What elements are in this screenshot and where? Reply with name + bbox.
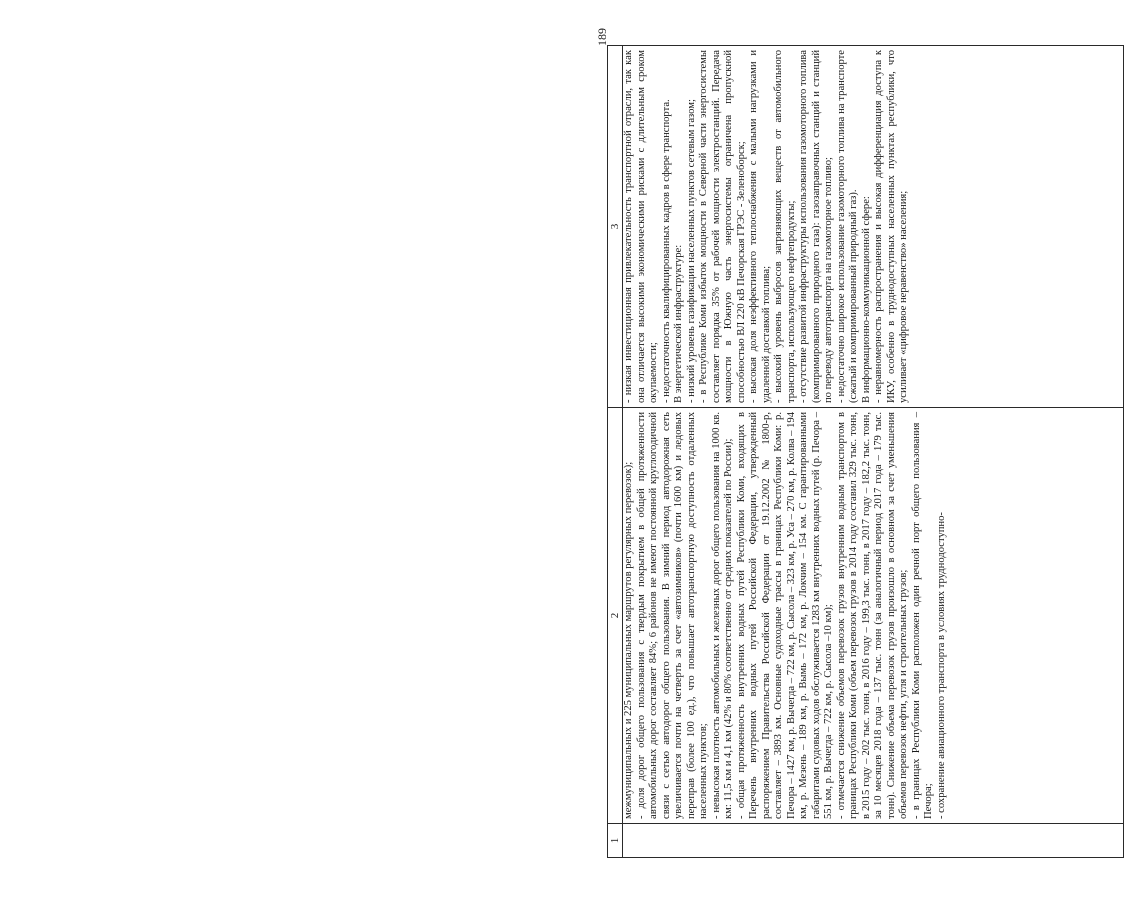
paragraph: - недостаточность квалифицированных кадров в сфере транспорта. [660, 99, 672, 403]
paragraph: - неравномерность распространения и высокая дифференциация доступа к ИКУ, особенно в труднодоступных населенных пунктах республики, что усиливает «цифровое неравенство» населения; [873, 50, 909, 403]
column-number-row [608, 46, 623, 858]
paragraph: - низкая инвестиционная привлекательность транспортной отрасли, так как она отличается высокими экономическими рисками с длительным сроком окупаемости; [623, 50, 659, 403]
column-1-cell [623, 824, 1124, 858]
column-2-cell [623, 408, 1124, 824]
column-number-2: 2 [608, 408, 623, 824]
paragraph: - отмечается снижение объемов перевозок грузов внутренним водным транспортом в границах Республики Коми (объем перевозок грузов в 2014 году составил 329 тыс. тонн, в 2015 году – 202 тыс. тонн, в 2016 году – 199,3 тыс. тонн, в 2017 году – 182,2 тыс. тонн, за 10 месяцев 2018 года – 137 тыс. тонн (за аналогичный период 2017 года – 179 тыс. тонн). Снижение объема перевозок грузов произошло в основном за счет уменьшения объемов перевозок нефти, угля и строительных грузов; [835, 412, 909, 819]
column-number-3: 3 [608, 46, 623, 408]
paragraph: - доля дорог общего пользования с твердым покрытием в общей протяженности автомобильных дорог составляет 84%; 6 районов не имеют постоянной круглогодичной связи с сетью автодорог общего пользования. В зимний период автодорожная сеть увеличивается почти на четверть за счет «автозимников» (почти 1600 км) и ледовых переправ (более 100 ед.), что повышает автотранспортную доступность отдаленных населенных пунктов; [635, 412, 709, 819]
paragraph: - общая протяженность внутренних водных путей Республики Коми, входящих в Перечень внутренних водных путей Российской Федерации, утвержденный распоряжением Правительства Российской Федерации от 19.12.2002 № 1800-р, составляет – 3893 км. Основные судоходные трассы в границах Республики Коми: р. Печора – 1427 км, р. Вычегда – 722 км, р. Сысола – 323 км, р. Уса – 270 км, р. Колва – 194 км, р. Мезень – 189 км, р. Вымь – 172 км, р. Локчим – 154 км. С гарантированными габаритами судовых ходов обслуживается 1283 км внутренних водных путей (р. Печора – 551 км, р. Вычегда – 722 км, р. Сысола –10 км); [735, 412, 834, 819]
paragraph: - в границах Республики Коми расположен один речной порт общего пользования – Печора; [910, 412, 934, 819]
paragraph: - сохранение авиационного транспорта в условиях труднодоступно- [935, 512, 947, 819]
paragraph: межмуниципальных и 225 муниципальных маршрутов регулярных перевозок); [623, 461, 634, 819]
paragraph: - высокий уровень выбросов загрязняющих веществ от автомобильного транспорта, использующего нефтепродукты; [773, 50, 797, 403]
paragraph: - отсутствие развитой инфраструктуры использования газомоторного топлива (компримированного природного газа): газозаправочных станций и станций по переводу автотранспорта на газомоторное топливо; [798, 50, 834, 403]
table-row [623, 46, 1124, 858]
document-table [607, 45, 1124, 858]
rotated-page [587, 28, 1115, 858]
column-number-1: 1 [608, 824, 623, 858]
paragraph: - невысокая плотность автомобильных и железных дорог общего пользования на 1000 кв. км: 11,5 км и 4,1 км (42% и 80% соответственно от средних показателей по России); [710, 412, 734, 819]
page-number: 189 [595, 28, 609, 46]
column-3-cell [623, 46, 1124, 408]
paragraph: - в Республике Коми избыток мощности в Северной части энергосистемы составляет порядка 35% от рабочей мощности электростанций. Передача мощности в Южную часть энергосистемы ограничена пропускной способностью ВЛ 220 кВ Печорская ГРЭС - Зеленоборск; [698, 50, 747, 403]
paragraph: - низкий уровень газификации населенных пунктов сетевым газом; [685, 99, 697, 403]
paragraph: В информационно-коммуникационной сфере: [860, 196, 872, 403]
paragraph: В энергетической инфраструктуре: [673, 244, 684, 403]
paragraph: - недостаточно широкое использование газомоторного топлива на транспорте (сжатый и компримированный природный газ). [835, 50, 859, 403]
paragraph: - высокая доля неэффективного теплоснабжения с малыми нагрузками и удаленной доставкой топлива; [748, 50, 772, 403]
